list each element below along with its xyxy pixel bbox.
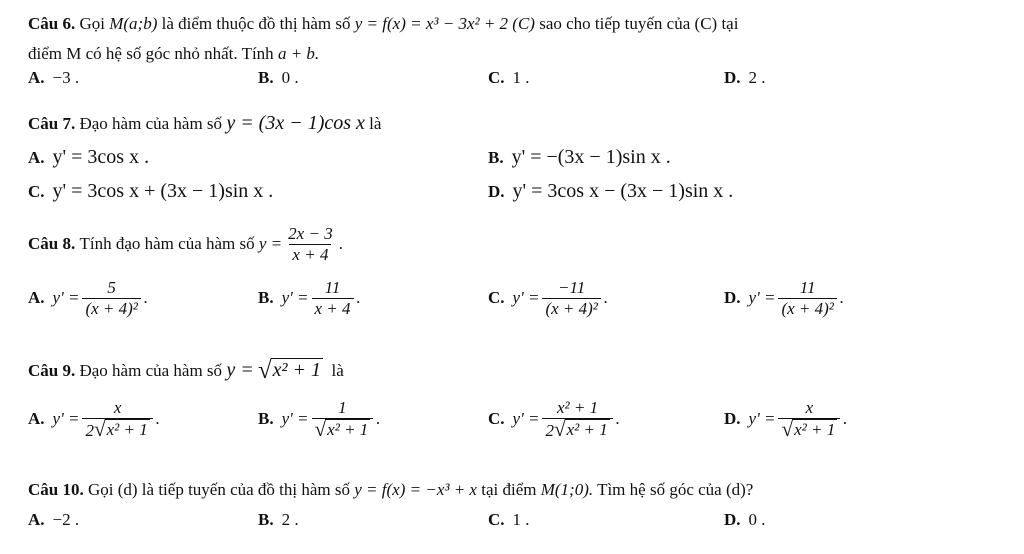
option-tail: .: [143, 288, 149, 308]
question-6-text-b: là điểm thuộc đồ thị hàm số: [161, 14, 351, 33]
fraction-denominator: [542, 418, 612, 441]
option-text: 1 .: [512, 510, 530, 529]
fraction-numerator: x: [805, 398, 814, 417]
question-8-lhs: y =: [258, 234, 283, 254]
question-10-option-c[interactable]: [488, 510, 530, 530]
fraction-numerator: 5: [107, 278, 116, 297]
option-text: y' = −(3x − 1)sin x .: [511, 146, 671, 168]
option-lhs: y' =: [52, 288, 80, 308]
option-label: C.: [488, 510, 505, 529]
option-label: B.: [258, 409, 274, 429]
question-8-fraction: [285, 224, 336, 265]
option-label: D.: [724, 510, 741, 529]
question-6-text-a: Gọi: [79, 14, 105, 33]
question-7-text: Đạo hàm của hàm số: [79, 114, 223, 133]
option-label: A.: [28, 68, 45, 87]
option-label: D.: [724, 68, 741, 87]
question-6-option-d[interactable]: [724, 68, 766, 88]
option-text: 0 .: [281, 68, 299, 87]
question-10-number: Câu 10.: [28, 480, 84, 499]
fraction-numerator: 11: [799, 278, 816, 297]
option-label: B.: [258, 510, 274, 529]
fraction-denominator: (x + 4)²: [82, 298, 140, 319]
fraction-denominator: [778, 418, 840, 441]
question-10-option-d[interactable]: [724, 510, 766, 530]
sqrt-symbol: √: [314, 416, 327, 441]
question-10-function: y = f(x) = −x³ + x: [354, 480, 477, 499]
option-text: 2 .: [281, 510, 299, 529]
option-label: A.: [28, 510, 45, 529]
sqrt-radicand: x² + 1: [106, 419, 148, 439]
question-7-option-c[interactable]: [28, 180, 273, 203]
option-label: A.: [28, 288, 45, 308]
denominator-coefficient: 2: [545, 420, 554, 440]
question-9-lhs: y =: [226, 359, 254, 381]
sqrt-symbol: √: [257, 357, 272, 384]
option-label: D.: [724, 288, 741, 308]
question-8-stem: [28, 224, 343, 265]
option-label: B.: [488, 147, 504, 167]
fraction-denominator: [312, 418, 374, 441]
question-9-option-a[interactable]: [28, 398, 160, 441]
question-10-stem: [28, 480, 753, 500]
fraction-numerator: x² + 1: [557, 398, 599, 417]
sqrt-radicand: x² + 1: [566, 419, 608, 439]
question-8-option-d[interactable]: [724, 278, 844, 319]
fraction-numerator: 2x − 3: [288, 224, 333, 243]
question-9-option-d[interactable]: [724, 398, 847, 441]
option-lhs: y' =: [512, 288, 540, 308]
option-text: −3 .: [52, 68, 80, 87]
question-8-number: Câu 8.: [28, 234, 76, 254]
option-lhs: y' =: [52, 409, 80, 429]
option-tail: .: [155, 409, 160, 429]
question-6-line-2: [28, 44, 319, 64]
option-lhs: y' =: [748, 409, 776, 429]
question-7-option-d[interactable]: [488, 180, 733, 203]
option-tail: .: [356, 288, 361, 308]
option-label: C.: [488, 288, 505, 308]
question-10-point: M(1;0).: [540, 480, 594, 499]
sqrt-symbol: √: [781, 416, 794, 441]
option-label: B.: [258, 288, 274, 308]
option-lhs: y' =: [281, 288, 309, 308]
option-label: A.: [28, 409, 45, 429]
option-text: −2 .: [52, 510, 80, 529]
fraction-numerator: x: [113, 398, 122, 417]
question-9-option-b[interactable]: [258, 398, 381, 441]
fraction-denominator: (x + 4)²: [542, 298, 600, 319]
question-6-expression: a + b.: [277, 44, 320, 63]
question-6-text-d: điểm M có hệ số góc nhỏ nhất. Tính: [28, 44, 274, 63]
question-6-text-c: sao cho tiếp tuyến của (C) tại: [539, 14, 739, 33]
fraction-denominator: (x + 4)²: [778, 298, 836, 319]
question-9-sqrt: [258, 358, 323, 383]
fraction-numerator: 11: [324, 278, 341, 297]
question-7-function: y = (3x − 1)cos x: [226, 112, 365, 134]
sqrt-symbol: √: [93, 416, 106, 441]
question-7-stem: [28, 112, 381, 135]
option-text: y' = 3cos x .: [52, 146, 150, 168]
fraction-denominator: [82, 418, 152, 441]
question-10-text-b: tại điểm: [481, 480, 537, 499]
option-tail: .: [839, 288, 845, 308]
question-6-option-b[interactable]: [258, 68, 299, 88]
question-8-option-c[interactable]: [488, 278, 608, 319]
option-text: 0 .: [748, 510, 766, 529]
option-label: B.: [258, 68, 274, 87]
option-text: 2 .: [748, 68, 766, 87]
option-label: C.: [488, 68, 505, 87]
option-label: D.: [724, 409, 741, 429]
question-8-option-b[interactable]: [258, 278, 361, 319]
option-text: y' = 3cos x + (3x − 1)sin x .: [52, 180, 274, 202]
question-10-text-a: Gọi (d) là tiếp tuyến của đồ thị hàm số: [87, 480, 351, 499]
fraction-numerator: 1: [338, 398, 347, 417]
question-9-option-c[interactable]: [488, 398, 620, 441]
question-6-number: Câu 6.: [28, 14, 76, 33]
fraction-numerator: −11: [558, 278, 586, 297]
option-lhs: y' =: [281, 409, 309, 429]
question-6-point: M(a;b): [109, 14, 158, 33]
sqrt-radicand: x² + 1: [272, 359, 322, 381]
sqrt-radicand: x² + 1: [327, 419, 369, 439]
option-tail: .: [843, 409, 848, 429]
denominator-coefficient: 2: [85, 420, 94, 440]
question-10-option-b[interactable]: [258, 510, 299, 530]
question-9-number: Câu 9.: [28, 360, 76, 380]
question-8-tail: .: [338, 234, 343, 254]
question-7-option-b[interactable]: [488, 146, 671, 169]
fraction-denominator: x + 4: [312, 298, 354, 319]
option-lhs: y' =: [748, 288, 776, 308]
question-7-number: Câu 7.: [28, 114, 76, 133]
sqrt-symbol: √: [553, 416, 566, 441]
option-label: D.: [488, 181, 505, 201]
question-8-text: Tính đạo hàm của hàm số: [79, 234, 255, 254]
question-10-option-a[interactable]: [28, 510, 79, 530]
question-6-option-a[interactable]: [28, 68, 79, 88]
sqrt-radicand: x² + 1: [794, 419, 836, 439]
question-9-text: Đạo hàm của hàm số: [79, 360, 223, 380]
question-6-line-1: [28, 14, 738, 34]
fraction-denominator: x + 4: [289, 244, 331, 265]
question-9-tail: là: [331, 360, 344, 380]
question-6-function: y = f(x) = x³ − 3x² + 2 (C): [354, 14, 535, 33]
question-10-text-c: Tìm hệ số góc của (d)?: [597, 480, 754, 499]
question-7-option-a[interactable]: [28, 146, 149, 169]
question-8-option-a[interactable]: [28, 278, 148, 319]
option-tail: .: [376, 409, 381, 429]
option-label: A.: [28, 147, 45, 167]
option-lhs: y' =: [512, 409, 540, 429]
question-9-stem: [28, 358, 344, 383]
option-tail: .: [603, 288, 609, 308]
option-text: y' = 3cos x − (3x − 1)sin x .: [512, 180, 734, 202]
question-6-option-c[interactable]: [488, 68, 530, 88]
option-label: C.: [28, 181, 45, 201]
option-tail: .: [615, 409, 620, 429]
option-text: 1 .: [512, 68, 530, 87]
question-7-tail: là: [369, 114, 382, 133]
option-label: C.: [488, 409, 505, 429]
